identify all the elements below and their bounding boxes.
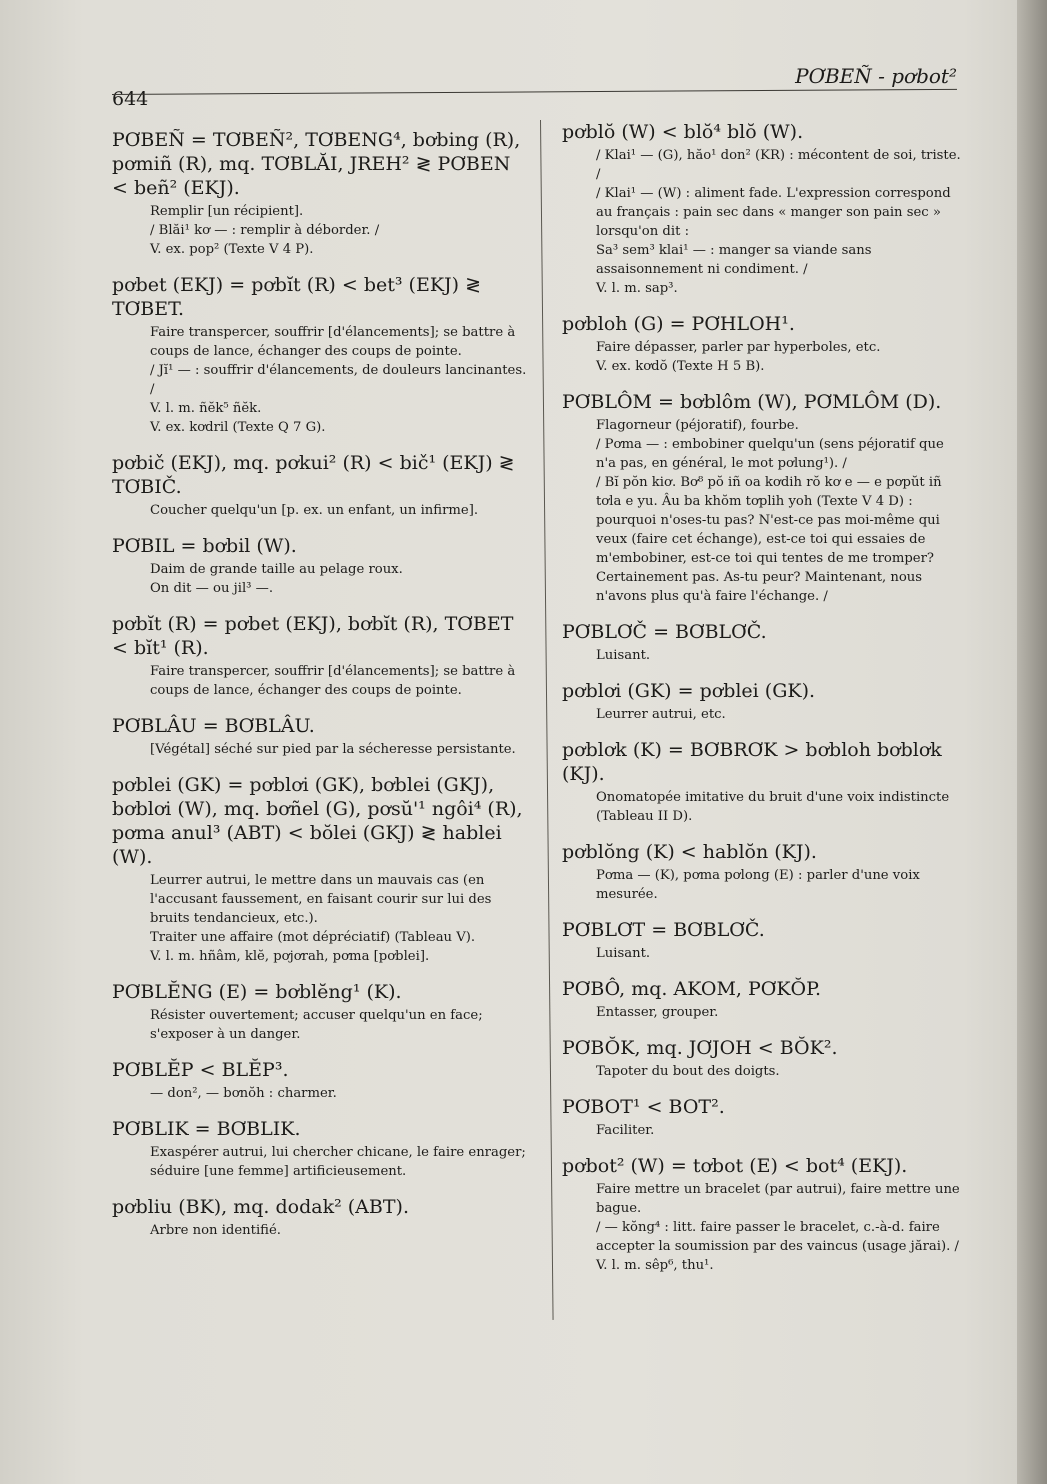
- entry-definition: [562, 705, 967, 724]
- entry-headword: pơblơi (GK) = pơblei (GK).: [562, 680, 816, 702]
- definition-line: V. l. m. sap³.: [596, 281, 678, 296]
- definition-line: Faire transpercer, souffrir [d'élancements]; se battre à coups de lance, échanger des coups de pointe.: [150, 664, 516, 698]
- dictionary-entry: [562, 1154, 967, 1275]
- definition-line: Arbre non identifié.: [150, 1223, 281, 1238]
- dictionary-entry: [112, 773, 532, 966]
- entry-definition: [112, 871, 532, 966]
- dictionary-entry: [562, 1095, 967, 1140]
- entry-definition: [562, 338, 967, 376]
- entry-definition: [562, 944, 967, 963]
- dictionary-entry: [112, 1058, 532, 1103]
- dictionary-entry: [112, 1195, 532, 1240]
- definition-line: Leurrer autrui, etc.: [596, 707, 726, 722]
- definition-line: / Pơma — : embobiner quelqu'un (sens péjoratif que n'a pas, en général, le mot pơlung¹). /: [596, 437, 944, 471]
- entry-definition: [562, 1121, 967, 1140]
- dictionary-entry: [112, 273, 532, 437]
- definition-line: / — kŏng⁴ : litt. faire passer le bracelet, c.-à-d. faire accepter la soumission par des vaincus (usage jărai). /: [596, 1220, 959, 1254]
- definition-line: Remplir [un récipient].: [150, 204, 304, 219]
- definition-line: Faire dépasser, parler par hyperboles, etc.: [596, 340, 881, 355]
- definition-line: On dit — ou jil³ —.: [150, 581, 274, 596]
- page-edge: [1017, 0, 1047, 1484]
- definition-line: V. ex. pop² (Texte V 4 P).: [150, 242, 314, 257]
- entry-definition: [112, 560, 532, 598]
- entry-definition: [112, 501, 532, 520]
- definition-line: V. ex. kơdŏ (Texte H 5 B).: [596, 359, 765, 374]
- definition-line: Leurrer autrui, le mettre dans un mauvais cas (en l'accusant faussement, en faisant courir sur lui des bruits tendancieux, etc.).: [150, 873, 492, 926]
- entry-headword: PƠBLƠT = BƠBLƠČ.: [562, 919, 765, 941]
- definition-line: Tapoter du bout des doigts.: [596, 1064, 780, 1079]
- entry-headword: pơblŏ (W) < blŏ⁴ blŏ (W).: [562, 121, 804, 143]
- column-divider: [540, 120, 554, 1320]
- dictionary-entry: [562, 977, 967, 1022]
- entry-headword: PƠBÔ, mq. AKOM, PƠKŎP.: [562, 978, 822, 1000]
- definition-line: Entasser, grouper.: [596, 1005, 719, 1020]
- definition-line: Faire transpercer, souffrir [d'élancements]; se battre à coups de lance, échanger des coups de pointe.: [150, 325, 516, 359]
- definition-line: Résister ouvertement; accuser quelqu'un en face; s'exposer à un danger.: [150, 1008, 483, 1042]
- definition-line: / Jĭ¹ — : souffrir d'élancements, de douleurs lancinantes. /: [150, 363, 527, 397]
- entry-definition: [112, 1221, 532, 1240]
- entry-headword: pơbloh (G) = PƠHLOH¹.: [562, 313, 795, 335]
- entry-definition: [562, 1062, 967, 1081]
- entry-definition: [562, 866, 967, 904]
- entry-definition: [562, 416, 967, 606]
- entry-headword: PƠBLƠČ = BƠBLƠČ.: [562, 621, 767, 643]
- dictionary-entry: [562, 120, 967, 298]
- dictionary-entry: [112, 534, 532, 598]
- entry-headword: PƠBLĔP < BLĔP³.: [112, 1059, 289, 1081]
- entry-headword: pơblơk (K) = BƠBRƠK > bơbloh bơblơk (KJ).: [562, 739, 942, 785]
- entry-definition: [562, 1180, 967, 1275]
- entry-definition: [112, 323, 532, 437]
- dictionary-entry: [562, 312, 967, 376]
- entry-headword: PƠBLÂU = BƠBLÂU.: [112, 715, 315, 737]
- entry-headword: pơbĭt (R) = pơbet (EKJ), bơbĭt (R), TƠBET < bĭt¹ (R).: [112, 613, 514, 659]
- definition-line: Flagorneur (péjoratif), fourbe.: [596, 418, 799, 433]
- dictionary-entry: [562, 620, 967, 665]
- entry-definition: [112, 740, 532, 759]
- entry-headword: PƠBIL = bơbil (W).: [112, 535, 297, 557]
- entry-headword: pơbet (EKJ) = pơbĭt (R) < bet³ (EKJ) ≷ TƠBET.: [112, 274, 481, 320]
- definition-line: V. l. m. sêp⁶, thu¹.: [596, 1258, 714, 1273]
- definition-line: / Klai¹ — (W) : aliment fade. L'expression correspond au français : pain sec dans « manger son pain sec » lorsqu'on dit :: [596, 186, 951, 239]
- entry-definition: [112, 1006, 532, 1044]
- definition-line: Faciliter.: [596, 1123, 655, 1138]
- dictionary-entry: [562, 738, 967, 826]
- dictionary-entry: [112, 980, 532, 1044]
- entry-headword: pơblei (GK) = pơblơi (GK), bơblei (GKJ), bơblơi (W), mq. bơñel (G), pơsŭ'¹ ngôi⁴ (R), pơma anul³ (ABT) < bŏlei (GKJ) ≷ hablei (W).: [112, 774, 523, 868]
- entry-headword: pơbič (EKJ), mq. pơkui² (R) < bič¹ (EKJ) ≷ TƠBIČ.: [112, 452, 515, 498]
- entry-definition: [562, 646, 967, 665]
- definition-line: Traiter une affaire (mot dépréciatif) (Tableau V).: [150, 930, 476, 945]
- entry-headword: pơbot² (W) = tơbot (E) < bot⁴ (EKJ).: [562, 1155, 908, 1177]
- dictionary-entry: [112, 1117, 532, 1181]
- definition-line: Faire mettre un bracelet (par autrui), faire mettre une bague.: [596, 1182, 960, 1216]
- definition-line: / Blăi¹ kơ — : remplir à déborder. /: [150, 223, 380, 238]
- right-column: [562, 120, 967, 1289]
- entry-headword: PƠBLÔM = bơblôm (W), PƠMLÔM (D).: [562, 391, 942, 413]
- entry-headword: pơblŏng (K) < hablŏn (KJ).: [562, 841, 817, 863]
- definition-line: Pơma — (K), pơma pơlong (E) : parler d'une voix mesurée.: [596, 868, 920, 902]
- dictionary-entry: [112, 128, 532, 259]
- dictionary-entry: [112, 451, 532, 520]
- entry-definition: [562, 788, 967, 826]
- page-number: 644: [112, 88, 149, 110]
- definition-line: Daim de grande taille au pelage roux.: [150, 562, 403, 577]
- running-head: PƠBEÑ - pơbot²: [795, 64, 957, 88]
- definition-line: Luisant.: [596, 946, 651, 961]
- dictionary-entry: [562, 1036, 967, 1081]
- dictionary-entry: [112, 714, 532, 759]
- definition-line: / Klai¹ — (G), hăo¹ don² (KR) : mécontent de soi, triste. /: [596, 148, 961, 182]
- dictionary-entry: [112, 612, 532, 700]
- entry-headword: PƠBLĔNG (E) = bơblĕng¹ (K).: [112, 981, 402, 1003]
- dictionary-entry: [562, 840, 967, 904]
- definition-line: Onomatopée imitative du bruit d'une voix indistincte (Tableau II D).: [596, 790, 950, 824]
- definition-line: V. l. m. ñĕk⁵ ñĕk.: [150, 401, 262, 416]
- definition-line: séduire [une femme] artificieusement.: [150, 1164, 407, 1179]
- header-rule: [112, 89, 957, 95]
- entry-headword: PƠBŎK, mq. JƠJOH < BŎK².: [562, 1037, 838, 1059]
- entry-headword: PƠBOT¹ < BOT².: [562, 1096, 725, 1118]
- definition-line: [Végétal] séché sur pied par la sécheresse persistante.: [150, 742, 516, 757]
- definition-line: — don², — bơnŏh : charmer.: [150, 1086, 337, 1101]
- dictionary-entry: [562, 679, 967, 724]
- left-column: [112, 128, 532, 1254]
- definition-line: Sa³ sem³ klai¹ — : manger sa viande sans assaisonnement ni condiment. /: [596, 243, 872, 277]
- entry-definition: [112, 662, 532, 700]
- entry-headword: pơbliu (BK), mq. dodak² (ABT).: [112, 1196, 409, 1218]
- entry-definition: [112, 202, 532, 259]
- entry-definition: [562, 146, 967, 298]
- entry-headword: PƠBLIK = BƠBLIK.: [112, 1118, 301, 1140]
- definition-line: V. l. m. hñâm, klĕ, pơjơrah, pơma [pơblei].: [150, 949, 430, 964]
- dictionary-entry: [562, 918, 967, 963]
- entry-definition: [562, 1003, 967, 1022]
- definition-line: Luisant.: [596, 648, 651, 663]
- definition-line: Exaspérer autrui, lui chercher chicane, le faire enrager;: [150, 1145, 526, 1160]
- entry-headword: PƠBEÑ = TƠBEÑ², TƠBENG⁴, bơbing (R), pơmiñ (R), mq. TƠBLĂI, JREH² ≷ PƠBEN < beñ² (EKJ).: [112, 129, 521, 199]
- entry-definition: [112, 1143, 532, 1181]
- entry-definition: [112, 1084, 532, 1103]
- definition-line: V. ex. kơdril (Texte Q 7 G).: [150, 420, 326, 435]
- definition-line: Coucher quelqu'un [p. ex. un enfant, un infirme].: [150, 503, 479, 518]
- dictionary-entry: [562, 390, 967, 606]
- definition-line: / Bĭ pŏn kiơ. Bơ⁸ pŏ iñ oa kơdih rŏ kơ e — e pơpŭt iñ tơla e yu. Âu ba khŏm tơplih yoh (Texte V 4 D) : pourquoi n'oses-tu pas? N'est-ce pas moi-même qui veux (faire cet échange), est-ce toi qui essaies de m'embobiner, est-ce toi qui tentes de me tromper? Certainement pas. As-tu peur? Maintenant, nous n'avons plus qu'à faire l'échange. /: [596, 475, 942, 604]
